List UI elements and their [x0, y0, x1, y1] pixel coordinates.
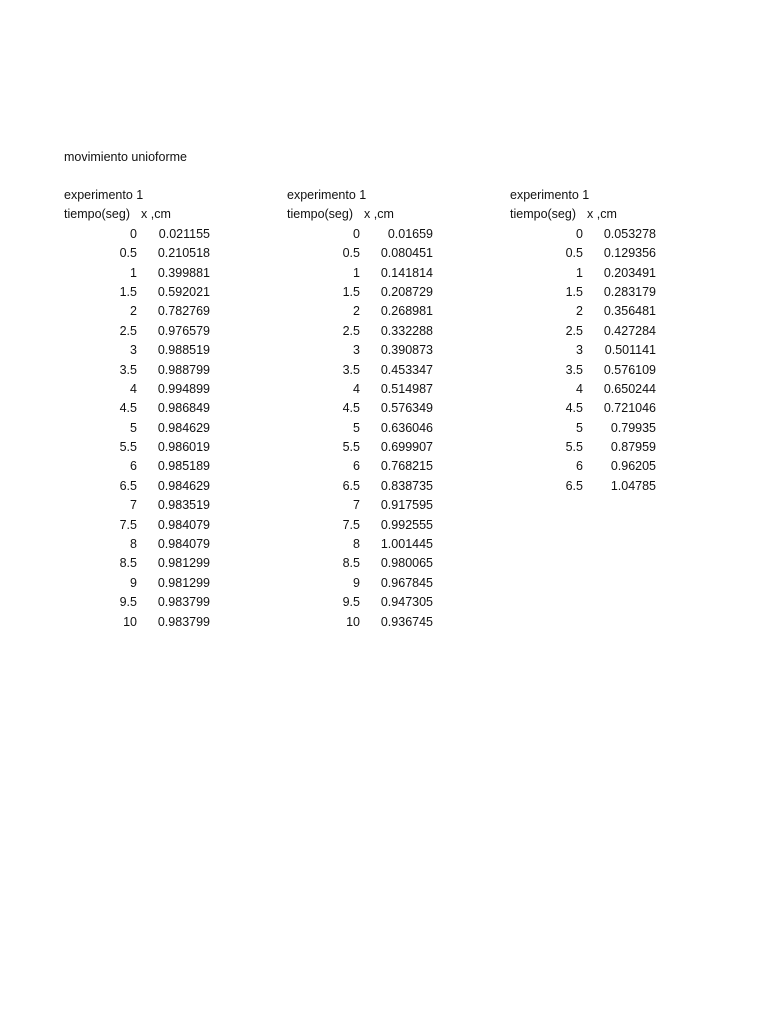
time-cell: 8	[353, 537, 360, 552]
table-row	[287, 284, 433, 303]
table-row	[287, 555, 433, 574]
table-row	[287, 478, 433, 497]
table-row	[510, 478, 656, 497]
position-cell: 0.994899	[157, 381, 210, 396]
position-cell: 0.986019	[157, 440, 210, 455]
position-cell: 0.947305	[380, 595, 433, 610]
table-row	[64, 594, 210, 613]
table-row	[287, 458, 433, 477]
time-cell: 2	[130, 304, 137, 319]
table-row	[287, 536, 433, 555]
time-cell: 2.5	[342, 323, 360, 338]
time-cell: 0	[576, 226, 583, 241]
table-row	[510, 245, 656, 264]
time-cell: 5.5	[119, 440, 137, 455]
time-cell: 3	[353, 343, 360, 358]
table-row	[64, 381, 210, 400]
table-row	[64, 555, 210, 574]
table-row	[287, 400, 433, 419]
table-row	[287, 594, 433, 613]
time-cell: 0	[353, 226, 360, 241]
position-cell: 0.985189	[157, 459, 210, 474]
column-header-row	[287, 206, 433, 225]
table-row	[64, 303, 210, 322]
table-row	[64, 536, 210, 555]
table-row	[287, 342, 433, 361]
time-cell: 9.5	[342, 595, 360, 610]
position-cell: 0.838735	[380, 478, 433, 493]
time-cell: 0.5	[565, 246, 583, 261]
table-row	[287, 439, 433, 458]
table-row	[64, 575, 210, 594]
experiment-block-2	[287, 187, 433, 633]
time-cell: 3.5	[565, 362, 583, 377]
position-cell: 0.636046	[380, 420, 433, 435]
time-cell: 3.5	[342, 362, 360, 377]
table-row	[287, 265, 433, 284]
time-cell: 1	[353, 265, 360, 280]
time-cell: 10	[346, 614, 360, 629]
position-cell: 0.976579	[157, 323, 210, 338]
position-cell: 0.782769	[157, 304, 210, 319]
position-cell: 0.390873	[380, 343, 433, 358]
time-cell: 4	[130, 381, 137, 396]
table-row	[510, 323, 656, 342]
column-header-row	[64, 206, 210, 225]
position-cell: 1.001445	[380, 537, 433, 552]
page-title: movimiento unioforme	[64, 150, 187, 164]
time-cell: 4	[576, 381, 583, 396]
position-cell: 0.983799	[157, 614, 210, 629]
position-cell: 0.983519	[157, 498, 210, 513]
position-cell: 0.053278	[603, 226, 656, 241]
position-header: x ,cm	[364, 207, 394, 222]
position-cell: 0.141814	[380, 265, 433, 280]
position-cell: 0.721046	[603, 401, 656, 416]
time-cell: 4.5	[565, 401, 583, 416]
position-cell: 0.79935	[610, 420, 656, 435]
table-row	[64, 265, 210, 284]
position-cell: 0.699907	[380, 440, 433, 455]
position-cell: 0.453347	[380, 362, 433, 377]
position-cell: 0.332288	[380, 323, 433, 338]
position-cell: 0.986849	[157, 401, 210, 416]
table-row	[287, 245, 433, 264]
time-cell: 6.5	[119, 478, 137, 493]
position-cell: 1.04785	[610, 478, 656, 493]
position-cell: 0.988799	[157, 362, 210, 377]
table-row	[64, 226, 210, 245]
data-rows	[287, 226, 433, 633]
time-cell: 2.5	[565, 323, 583, 338]
time-header: tiempo(seg)	[287, 207, 353, 222]
table-row	[510, 362, 656, 381]
table-row	[64, 497, 210, 516]
time-cell: 2.5	[119, 323, 137, 338]
position-cell: 0.984079	[157, 537, 210, 552]
table-row	[510, 420, 656, 439]
time-cell: 1.5	[565, 284, 583, 299]
table-row	[64, 458, 210, 477]
time-cell: 0	[130, 226, 137, 241]
table-row	[287, 575, 433, 594]
position-cell: 0.576349	[380, 401, 433, 416]
table-row	[64, 614, 210, 633]
position-cell: 0.356481	[603, 304, 656, 319]
data-rows	[64, 226, 210, 633]
position-cell: 0.96205	[610, 459, 656, 474]
time-cell: 8	[130, 537, 137, 552]
time-cell: 10	[123, 614, 137, 629]
position-cell: 0.129356	[603, 246, 656, 261]
experiment-title: experimento 1	[510, 188, 590, 202]
table-row	[287, 303, 433, 322]
time-cell: 1	[576, 265, 583, 280]
position-header: x ,cm	[587, 207, 617, 222]
position-cell: 0.980065	[380, 556, 433, 571]
table-row	[287, 497, 433, 516]
position-cell: 0.983799	[157, 595, 210, 610]
position-cell: 0.210518	[157, 246, 210, 261]
table-row	[287, 420, 433, 439]
time-cell: 2	[353, 304, 360, 319]
time-cell: 0.5	[342, 246, 360, 261]
table-row	[510, 284, 656, 303]
time-cell: 4.5	[119, 401, 137, 416]
position-cell: 0.501141	[604, 343, 656, 358]
position-cell: 0.576109	[603, 362, 656, 377]
table-row	[510, 226, 656, 245]
position-cell: 0.514987	[380, 381, 433, 396]
table-row	[64, 400, 210, 419]
table-row	[510, 265, 656, 284]
position-cell: 0.021155	[158, 226, 210, 241]
table-row	[64, 420, 210, 439]
position-cell: 0.967845	[380, 575, 433, 590]
time-cell: 0.5	[119, 246, 137, 261]
position-cell: 0.268981	[380, 304, 433, 319]
position-cell: 0.984629	[157, 420, 210, 435]
time-cell: 7	[353, 498, 360, 513]
time-cell: 5	[353, 420, 360, 435]
table-row	[510, 303, 656, 322]
position-header: x ,cm	[141, 207, 171, 222]
position-cell: 0.080451	[380, 246, 433, 261]
table-row	[64, 517, 210, 536]
time-cell: 6	[130, 459, 137, 474]
position-cell: 0.87959	[610, 440, 656, 455]
time-cell: 1.5	[342, 284, 360, 299]
time-cell: 8.5	[119, 556, 137, 571]
experiment-title: experimento 1	[287, 188, 367, 202]
position-cell: 0.988519	[157, 343, 210, 358]
table-row	[64, 245, 210, 264]
position-cell: 0.981299	[157, 575, 210, 590]
time-cell: 9.5	[119, 595, 137, 610]
table-row	[510, 458, 656, 477]
time-cell: 7.5	[342, 517, 360, 532]
time-cell: 6	[353, 459, 360, 474]
table-row	[64, 323, 210, 342]
table-row	[510, 400, 656, 419]
time-cell: 3.5	[119, 362, 137, 377]
position-cell: 0.984629	[157, 478, 210, 493]
time-cell: 6	[576, 459, 583, 474]
table-row	[510, 342, 656, 361]
table-row	[287, 226, 433, 245]
table-row	[64, 342, 210, 361]
table-row	[287, 362, 433, 381]
time-cell: 4	[353, 381, 360, 396]
table-row	[64, 439, 210, 458]
time-cell: 7	[130, 498, 137, 513]
position-cell: 0.01659	[387, 226, 433, 241]
position-cell: 0.203491	[603, 265, 656, 280]
table-row	[510, 439, 656, 458]
time-cell: 3	[130, 343, 137, 358]
position-cell: 0.984079	[157, 517, 210, 532]
table-row	[287, 381, 433, 400]
time-cell: 7.5	[119, 517, 137, 532]
position-cell: 0.427284	[603, 323, 656, 338]
table-row	[64, 478, 210, 497]
time-cell: 2	[576, 304, 583, 319]
time-cell: 9	[353, 575, 360, 590]
table-row	[287, 614, 433, 633]
time-header: tiempo(seg)	[510, 207, 576, 222]
table-row	[287, 517, 433, 536]
data-rows	[510, 226, 656, 497]
position-cell: 0.917595	[380, 498, 433, 513]
position-cell: 0.992555	[380, 517, 433, 532]
time-cell: 1.5	[119, 284, 137, 299]
position-cell: 0.981299	[157, 556, 210, 571]
experiment-block-3	[510, 187, 656, 497]
position-cell: 0.208729	[380, 284, 433, 299]
time-cell: 1	[130, 265, 137, 280]
position-cell: 0.936745	[380, 614, 433, 629]
time-header: tiempo(seg)	[64, 207, 130, 222]
table-row	[510, 381, 656, 400]
position-cell: 0.283179	[603, 284, 656, 299]
position-cell: 0.768215	[380, 459, 433, 474]
experiment-title: experimento 1	[64, 188, 144, 202]
time-cell: 5.5	[342, 440, 360, 455]
experiment-block-1	[64, 187, 210, 633]
table-row	[287, 323, 433, 342]
column-header-row	[510, 206, 656, 225]
time-cell: 8.5	[342, 556, 360, 571]
position-cell: 0.650244	[603, 381, 656, 396]
time-cell: 5.5	[565, 440, 583, 455]
time-cell: 5	[576, 420, 583, 435]
position-cell: 0.592021	[157, 284, 210, 299]
position-cell: 0.399881	[157, 265, 210, 280]
time-cell: 5	[130, 420, 137, 435]
time-cell: 6.5	[565, 478, 583, 493]
time-cell: 9	[130, 575, 137, 590]
time-cell: 3	[576, 343, 583, 358]
table-row	[64, 284, 210, 303]
time-cell: 4.5	[342, 401, 360, 416]
table-row	[64, 362, 210, 381]
time-cell: 6.5	[342, 478, 360, 493]
